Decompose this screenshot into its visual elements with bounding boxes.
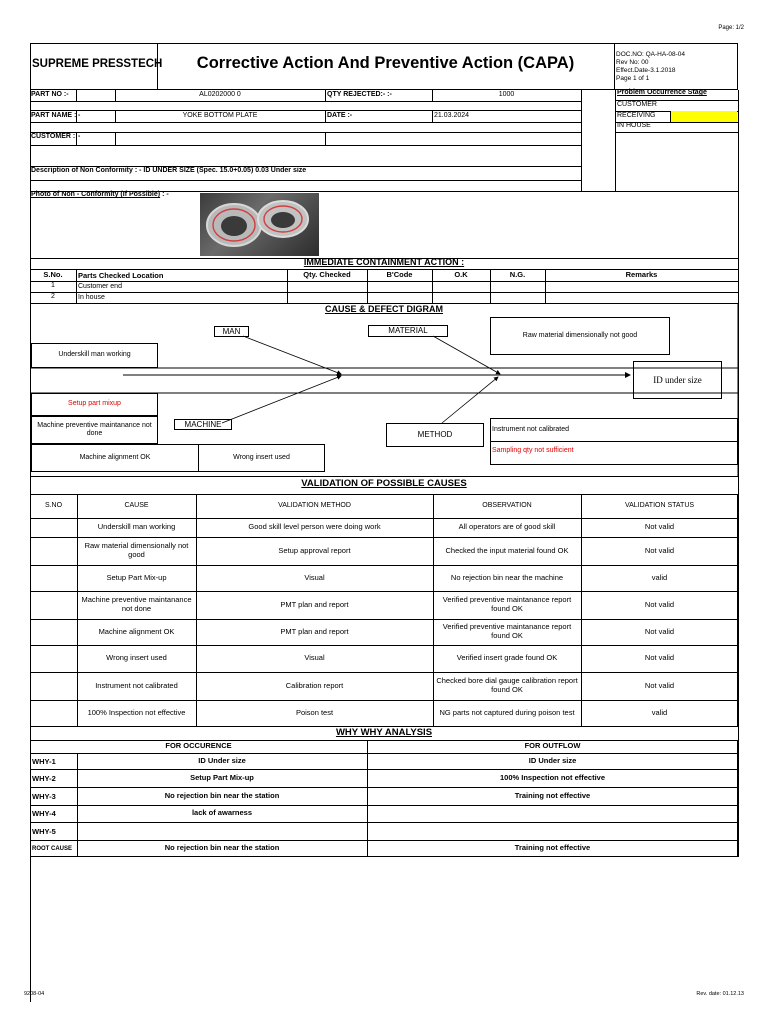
validation-method: Calibration report bbox=[285, 680, 344, 690]
validation-observation: Checked the input material found OK bbox=[445, 545, 569, 555]
validation-cause: Machine preventive maintanance not done bbox=[81, 595, 192, 613]
fishbone-effect: ID under size bbox=[633, 361, 722, 399]
why-occurence: ID Under size bbox=[198, 755, 246, 765]
containment-header-bcode: B'Code bbox=[386, 269, 413, 279]
validation-observation: Verified preventive maintanance report found OK bbox=[442, 622, 572, 640]
containment-row-sno: 2 bbox=[51, 293, 55, 301]
fishbone-machine-alignment: Machine alignment OK bbox=[31, 444, 199, 472]
validation-status: valid bbox=[651, 708, 668, 718]
containment-header-ok: O.K bbox=[454, 269, 468, 279]
part-no-label: PART NO :- bbox=[31, 91, 69, 98]
doc-no: DOC.NO: QA-HA-08-04 bbox=[616, 51, 685, 58]
containment-header-remarks: Remarks bbox=[625, 269, 658, 279]
why-label: WHY-3 bbox=[32, 791, 56, 801]
why-label: WHY-5 bbox=[32, 826, 56, 836]
why-occurence: lack of awarness bbox=[191, 808, 253, 818]
fishbone-setup-mixup: Setup part mixup bbox=[31, 393, 158, 416]
validation-observation: No rejection bin near the machine bbox=[450, 572, 564, 582]
page-number: Page: 1/2 bbox=[718, 25, 744, 31]
validation-observation: Checked bore dial gauge calibration report found OK bbox=[436, 676, 578, 694]
validation-cause: Setup Part Mix-up bbox=[106, 572, 167, 582]
validation-method: PMT plan and report bbox=[280, 626, 349, 636]
date-value: 21.03.2024 bbox=[434, 112, 470, 119]
validation-header-cause: CAUSE bbox=[124, 501, 149, 509]
fishbone-wrong-insert: Wrong insert used bbox=[198, 444, 325, 472]
why-occurence: No rejection bin near the station bbox=[164, 790, 280, 800]
why-outflow: Training not effective bbox=[514, 790, 591, 800]
fishbone-machine: MACHINE bbox=[174, 419, 232, 430]
validation-status: Not valid bbox=[644, 653, 675, 663]
validation-cause: Machine alignment OK bbox=[98, 626, 175, 636]
photo-label-suffix: : - bbox=[162, 191, 169, 198]
fishbone-material: MATERIAL bbox=[368, 325, 448, 337]
validation-header-method: VALIDATION METHOD bbox=[278, 501, 351, 509]
nonconformity-description: Description of Non Conformity : - ID UNDER SIZE (Spec. 15.0+0.05) 0.03 Under size bbox=[31, 167, 307, 174]
validation-cause: Wrong insert used bbox=[106, 653, 167, 663]
validation-method: Visual bbox=[304, 653, 325, 663]
fishbone-man: MAN bbox=[214, 326, 249, 337]
fishbone-raw-material: Raw material dimensionally not good bbox=[490, 317, 670, 355]
why-outflow bbox=[367, 805, 738, 822]
containment-header-ng: N.G. bbox=[509, 269, 526, 279]
fishbone-underskill: Underskill man working bbox=[31, 343, 158, 368]
why-label: WHY-2 bbox=[32, 773, 56, 783]
containment-row-location: In house bbox=[78, 294, 105, 301]
why-outflow: 100% Inspection not effective bbox=[499, 772, 606, 782]
part-name-label: PART NAME : bbox=[31, 112, 77, 119]
stage-receiving: RECEIVING bbox=[617, 112, 656, 119]
stage-in-house: IN HOUSE bbox=[617, 122, 651, 129]
validation-cause: 100% Inspection not effective bbox=[87, 708, 186, 718]
containment-row-sno: 1 bbox=[51, 282, 55, 290]
why-title: WHY WHY ANALYSIS bbox=[335, 727, 433, 738]
containment-row-location: Customer end bbox=[78, 283, 122, 290]
validation-observation: Verified preventive maintanance report found OK bbox=[442, 595, 572, 613]
validation-status: valid bbox=[651, 572, 668, 582]
validation-observation: NG parts not captured during poison test bbox=[439, 708, 575, 718]
part-no-value: AL0202000 0 bbox=[199, 91, 241, 98]
footer-left: 9208-04 bbox=[24, 991, 45, 997]
validation-cause: Raw material dimensionally not good bbox=[84, 541, 189, 559]
why-label: ROOT CAUSE bbox=[32, 845, 73, 852]
validation-cause: Underskill man working bbox=[97, 522, 176, 532]
validation-cause: Instrument not calibrated bbox=[95, 680, 178, 690]
page-of: Page 1 of 1 bbox=[616, 75, 650, 82]
validation-header-status: VALIDATION STATUS bbox=[624, 501, 695, 509]
customer-dash: - bbox=[78, 133, 81, 140]
why-occurence bbox=[77, 822, 367, 840]
occurrence-stage-title: Problem Occurrence Stage bbox=[617, 89, 707, 96]
validation-method: Visual bbox=[304, 572, 325, 582]
stage-customer: CUSTOMER bbox=[617, 101, 657, 108]
containment-header-sno: S.No. bbox=[43, 269, 63, 279]
photo-label: Photo of Non - Conformity (If Possible) bbox=[31, 191, 161, 198]
why-outflow: Training not effective bbox=[514, 843, 591, 853]
validation-status: Not valid bbox=[644, 522, 675, 532]
validation-observation: Verified insert grade found OK bbox=[456, 653, 558, 663]
validation-status: Not valid bbox=[644, 680, 675, 690]
fishbone-sampling: Sampling qty not sufficient bbox=[492, 446, 574, 454]
rev-no: Rev No: 00 bbox=[616, 59, 649, 66]
why-label: WHY-1 bbox=[32, 756, 56, 766]
why-outflow bbox=[367, 822, 738, 840]
fishbone-machine-preventive: Machine preventive maintanance not done bbox=[31, 416, 158, 444]
footer-right: Rev. date: 01.12.13 bbox=[696, 991, 744, 997]
validation-status: Not valid bbox=[644, 545, 675, 555]
containment-title: IMMEDIATE CONTAINMENT ACTION : bbox=[303, 257, 465, 267]
effect-date: Effect.Date-3.1.2018 bbox=[616, 67, 676, 74]
company-name: SUPREME PRESSTECH bbox=[32, 58, 163, 70]
validation-header-sno: S.NO bbox=[44, 501, 63, 509]
containment-header-location: Parts Checked Location bbox=[78, 270, 164, 280]
fishbone-instrument: Instrument not calibrated bbox=[492, 426, 570, 433]
customer-label: CUSTOMER : bbox=[31, 133, 76, 140]
why-occurence: Setup Part Mix-up bbox=[190, 772, 254, 782]
why-label: WHY-4 bbox=[32, 809, 56, 818]
validation-status: Not valid bbox=[644, 599, 675, 609]
validation-status: Not valid bbox=[644, 626, 675, 636]
why-header-occurence: FOR OCCURENCE bbox=[165, 741, 232, 751]
validation-header-observation: OBSERVATION bbox=[482, 501, 532, 509]
why-header-outflow: FOR OUTFLOW bbox=[524, 741, 581, 751]
validation-title: VALIDATION OF POSSIBLE CAUSES bbox=[301, 478, 467, 489]
fishbone-method: METHOD bbox=[386, 423, 484, 447]
qty-rejected-value: 1000 bbox=[498, 91, 515, 98]
validation-method: Good skill level person were doing work bbox=[248, 522, 381, 532]
validation-method: PMT plan and report bbox=[280, 599, 349, 609]
page-title: Corrective Action And Preventive Action (CAPA) bbox=[196, 54, 575, 72]
containment-header-qty: Qty. Checked bbox=[303, 269, 351, 279]
qty-rejected-label: QTY REJECTED:- :- bbox=[327, 91, 392, 98]
part-name-value: YOKE BOTTOM PLATE bbox=[182, 112, 258, 119]
validation-observation: All operators are of good skill bbox=[458, 522, 556, 532]
part-name-dash: - bbox=[78, 112, 81, 119]
validation-method: Setup approval report bbox=[278, 545, 351, 555]
why-occurence: No rejection bin near the station bbox=[164, 843, 280, 853]
date-label: DATE :- bbox=[327, 112, 353, 119]
fishbone-title: CAUSE & DEFECT DIGRAM bbox=[324, 304, 443, 314]
validation-method: Poison test bbox=[295, 708, 334, 718]
why-outflow: ID Under size bbox=[528, 755, 577, 765]
